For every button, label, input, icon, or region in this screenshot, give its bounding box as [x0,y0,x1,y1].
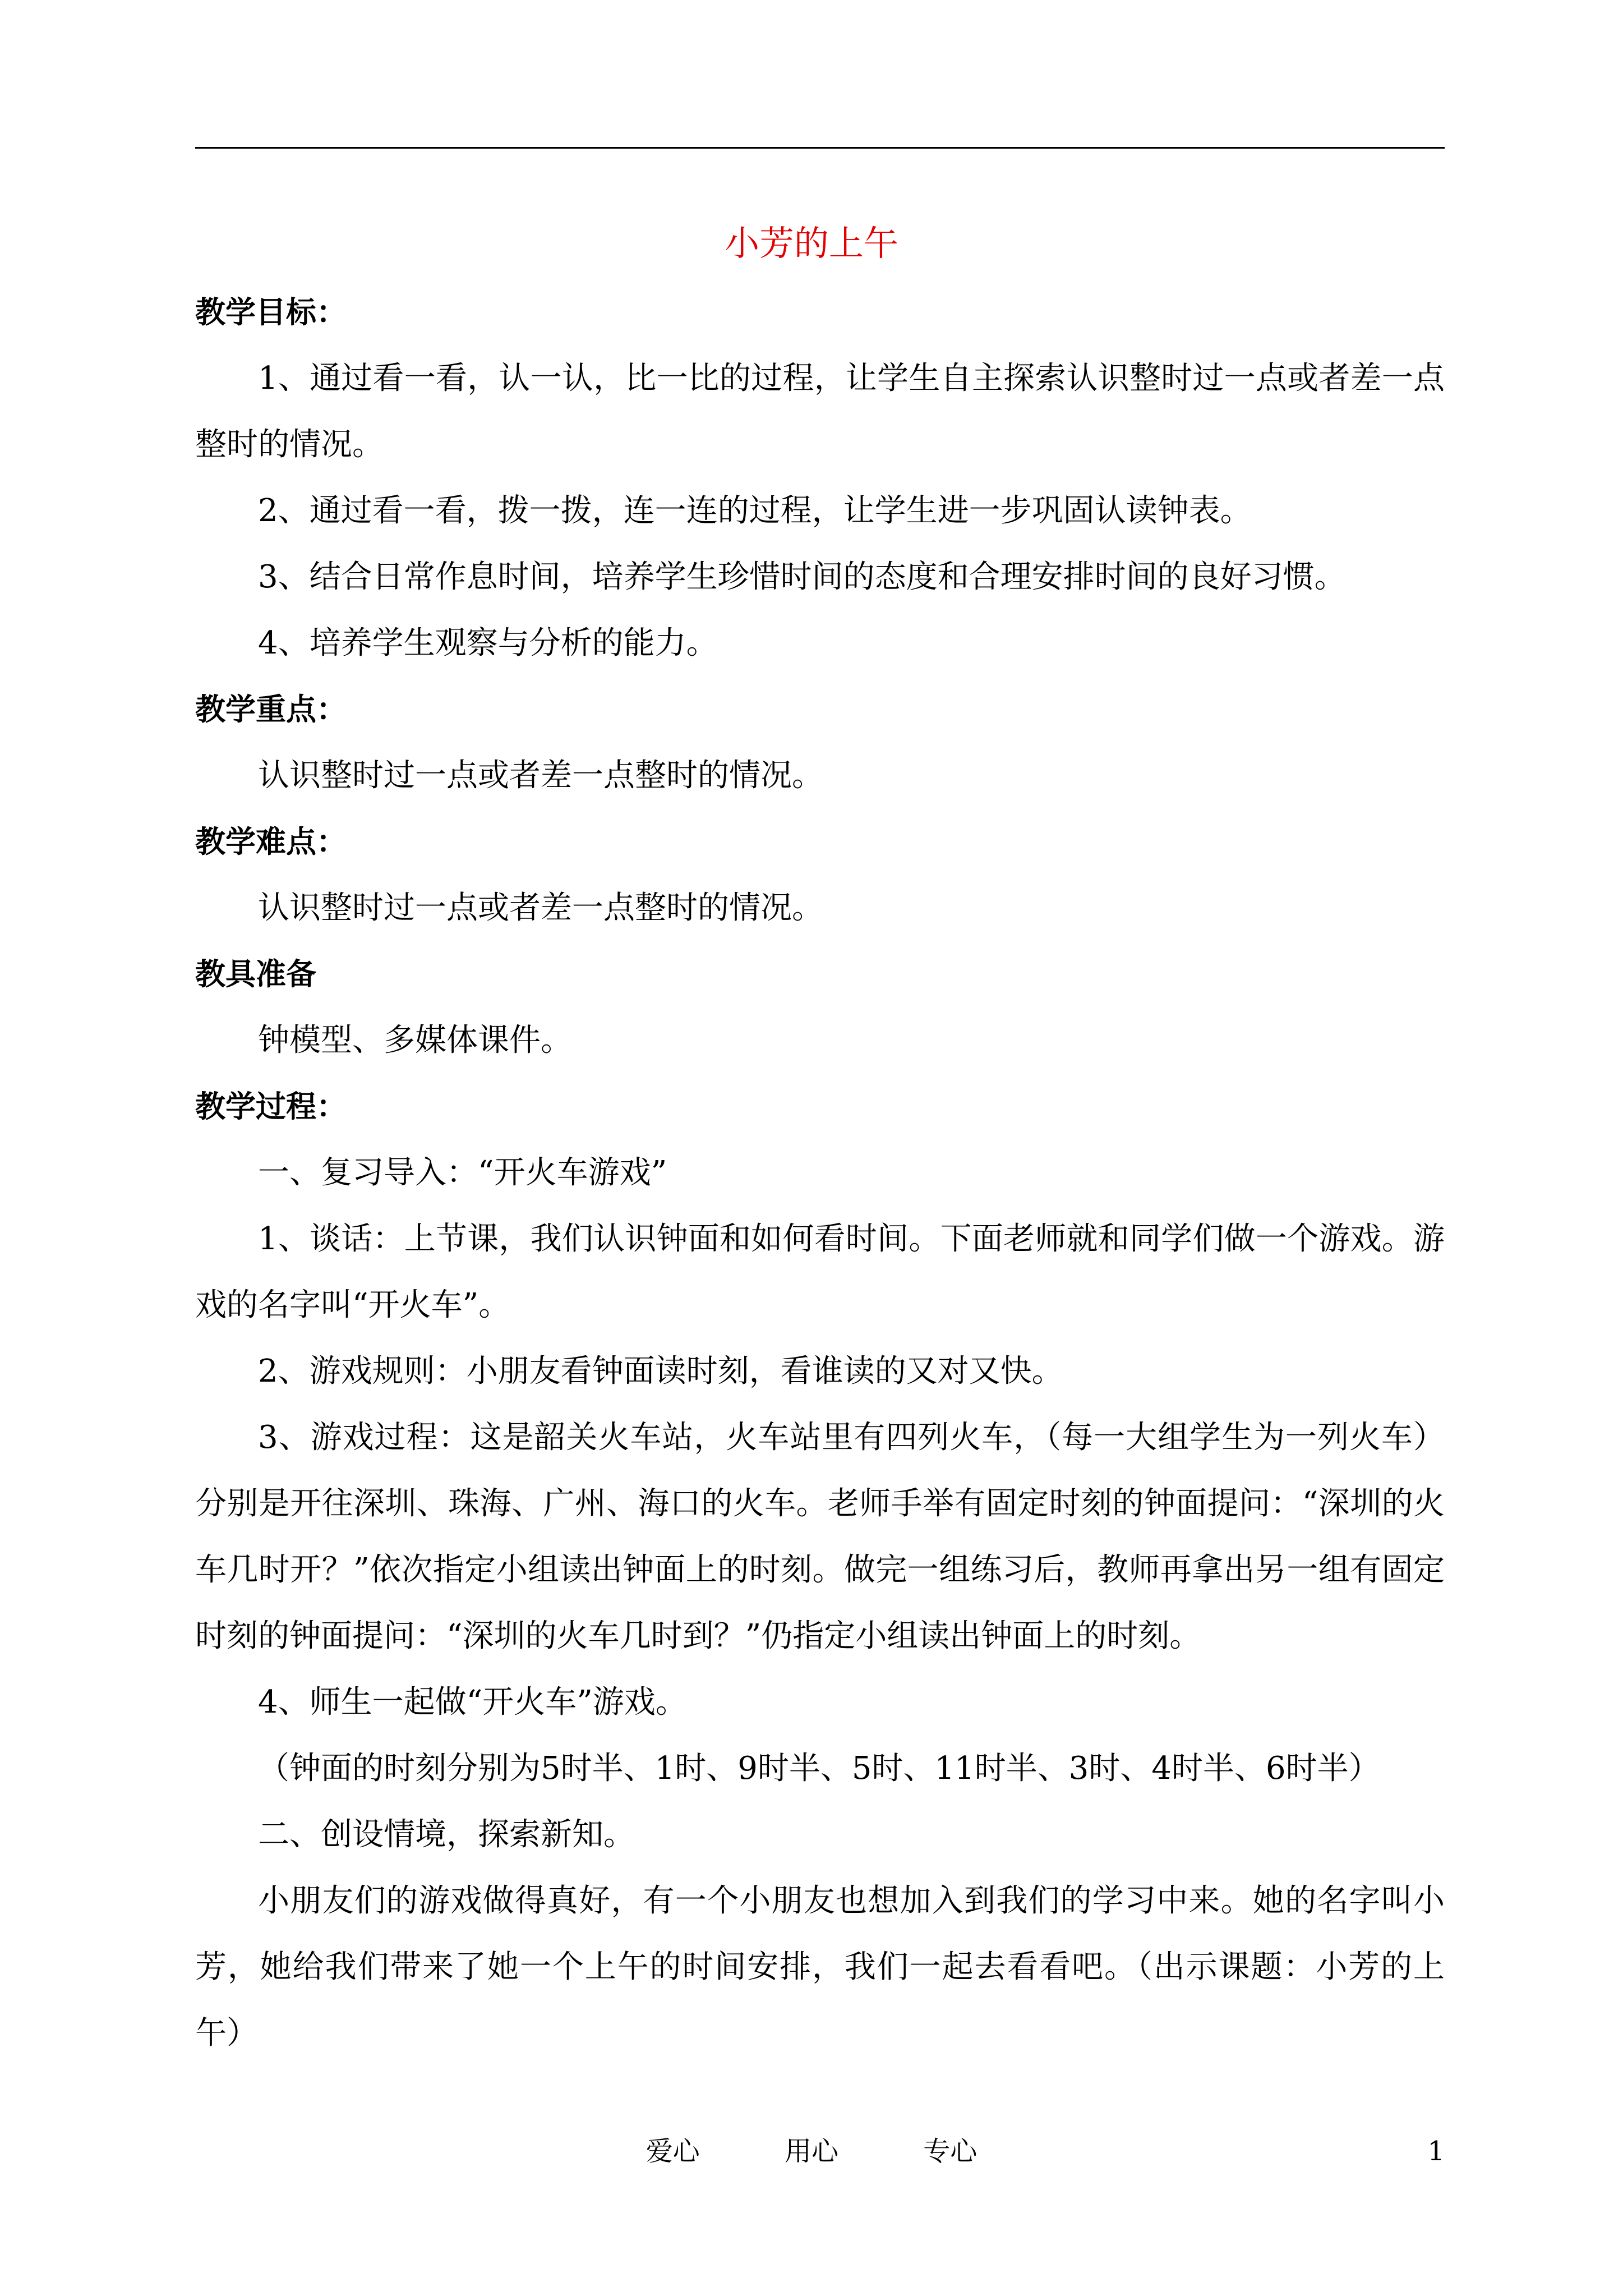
goal-item-4: 4、培养学生观察与分析的能力。 [258,625,718,661]
process-paragraph: 一、复习导入：“开火车游戏” [258,1154,667,1191]
goals-heading: 教学目标： [195,295,347,330]
document-body [195,279,1445,2067]
footer-motto-love: 爱心 [645,2136,700,2167]
process-paragraph: 4、师生一起做“开火车”游戏。 [258,1684,687,1720]
difficulties-text: 认识整时过一点或者差一点整时的情况。 [258,890,823,926]
process-paragraph: （钟面的时刻分别为5时半、1时、9时半、5时、11时半、3时、4时半、6时半） [258,1750,1380,1787]
process-heading: 教学过程： [195,1089,347,1124]
materials-heading: 教具准备 [195,956,316,992]
materials-text: 钟模型、多媒体课件。 [258,1022,572,1059]
header-rule [195,147,1445,149]
footer-motto-care: 用心 [784,2136,838,2167]
goal-item-3: 3、结合日常作息时间，培养学生珍惜时间的态度和合理安排时间的良好习惯。 [258,559,1346,595]
process-paragraph: 3、游戏过程：这是韶关火车站，火车站里有四列火车，（每一大组学生为一列火车）分别是开往深圳、珠海、广州、海口的火车。老师手举有固定时刻的钟面提问：“深圳的火车几时开？”依次指定小组读出钟面上的时刻。做完一组练习后，教师再拿出另一组有固定时刻的钟面提问：“深圳的火车几时到？”仍指定小组读出钟面上的时刻。 [195,1419,1445,1654]
key-points-text: 认识整时过一点或者差一点整时的情况。 [258,757,823,794]
goal-item-2: 2、通过看一看，拨一拨，连一连的过程，让学生进一步巩固认读钟表。 [258,493,1252,529]
process-paragraph: 1、谈话：上节课，我们认识钟面和如何看时间。下面老师就和同学们做一个游戏。游戏的名字叫“开火车”。 [195,1221,1445,1323]
goal-item-1: 1、通过看一看，认一认，比一比的过程，让学生自主探索认识整时过一点或者差一点整时的情况。 [195,360,1445,463]
process-paragraph: 小朋友们的游戏做得真好，有一个小朋友也想加入到我们的学习中来。她的名字叫小芳，她给我们带来了她一个上午的时间安排，我们一起去看看吧。（出示课题：小芳的上午） [195,1883,1445,2051]
page-title: 小芳的上午 [724,223,898,264]
page-number: 1 [1427,2136,1445,2167]
key-points-heading: 教学重点： [195,692,347,727]
process-paragraph: 2、游戏规则：小朋友看钟面读时刻，看谁读的又对又快。 [258,1353,1063,1389]
footer-motto-focus: 专心 [923,2136,978,2167]
process-paragraph: 二、创设情境，探索新知。 [258,1816,635,1853]
footer-motto [0,2132,1623,2171]
difficulties-heading: 教学难点： [195,824,347,859]
